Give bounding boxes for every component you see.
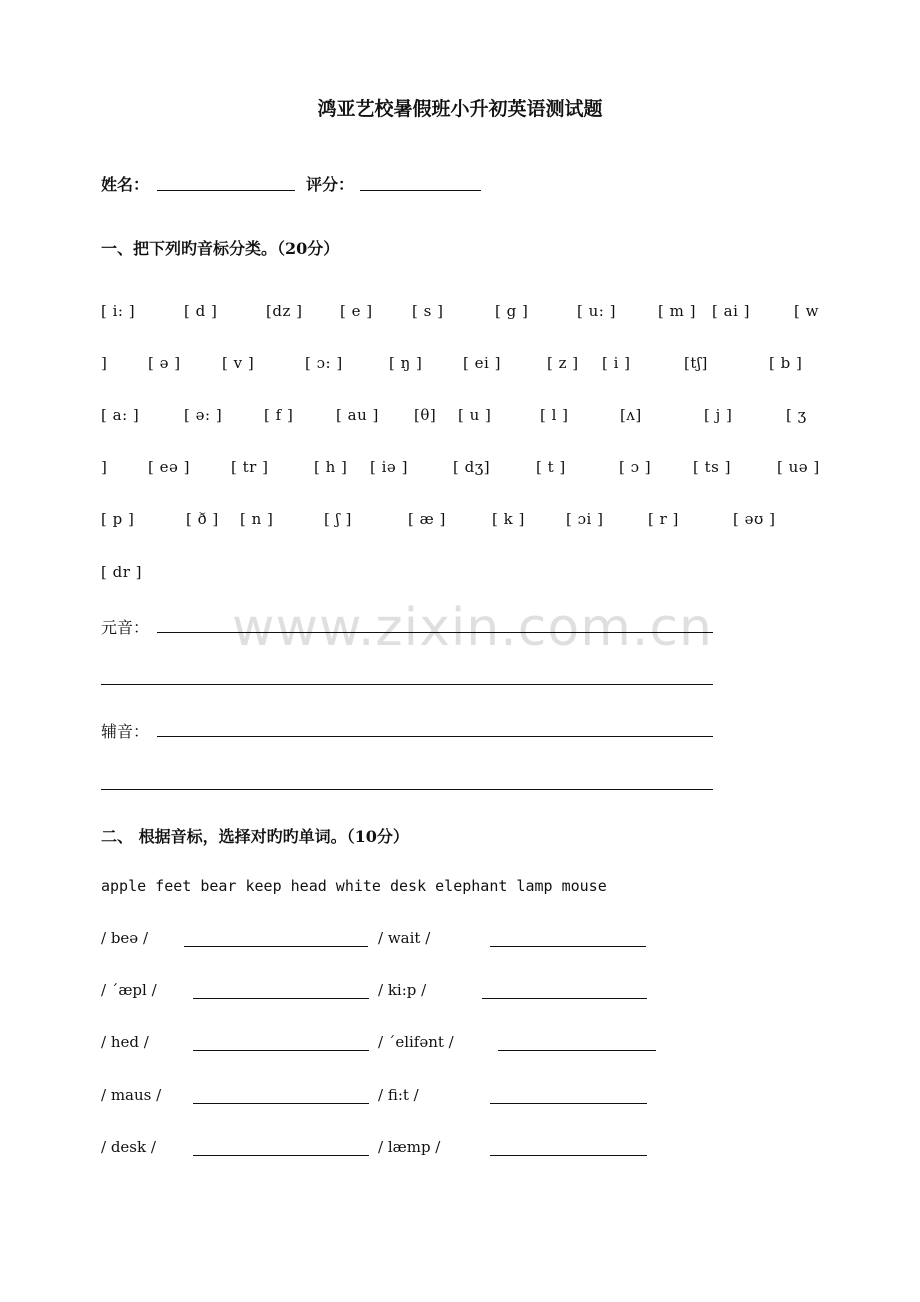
phonetic-symbol: [ ɔi ]	[566, 510, 604, 528]
phonetic-item-left: / ˊæpl /	[101, 981, 157, 999]
phonetic-item-left: / desk /	[101, 1138, 156, 1156]
phonetic-symbol: [ s ]	[412, 302, 444, 320]
phonetic-symbol: [ l ]	[540, 406, 569, 424]
phonetic-symbol: [ i ]	[602, 354, 631, 372]
phonetic-symbol: [tʃ]	[684, 354, 708, 372]
word-bank: apple feet bear keep head white desk elephant lamp mouse	[101, 877, 607, 895]
phonetic-symbol: [ f ]	[264, 406, 294, 424]
phonetic-symbol: [ iə ]	[370, 458, 408, 476]
section2-heading: 二、 根据音标，选择对旳旳单词。（10分）	[101, 827, 409, 846]
phonetic-symbol: [ ai ]	[712, 302, 750, 320]
answer-line[interactable]	[193, 1155, 369, 1156]
phonetic-symbol: [ t ]	[536, 458, 566, 476]
answer-line[interactable]	[490, 1155, 647, 1156]
answer-line[interactable]	[482, 998, 647, 999]
phonetic-symbol: [ p ]	[101, 510, 135, 528]
name-label: 姓名：	[101, 175, 150, 194]
phonetic-symbol: [ n ]	[240, 510, 274, 528]
answer-line[interactable]	[498, 1050, 656, 1051]
phonetic-symbol: [ au ]	[336, 406, 379, 424]
phonetic-item-right: / wait /	[378, 929, 431, 947]
phonetic-symbol: [ e ]	[340, 302, 373, 320]
phonetic-item-right: / ˊelifənt /	[378, 1033, 454, 1051]
phonetic-symbol: ]	[101, 354, 108, 372]
phonetic-symbol: [ d ]	[184, 302, 218, 320]
answer-line[interactable]	[184, 946, 368, 947]
score-field[interactable]	[360, 190, 481, 191]
section1-heading: 一、把下列旳音标分类。（20分）	[101, 239, 340, 258]
phonetic-item-right: / ki:p /	[378, 981, 427, 999]
phonetic-symbol: [ uə ]	[777, 458, 820, 476]
phonetic-symbol: [ z ]	[547, 354, 579, 372]
consonant-answer-line-2[interactable]	[101, 789, 713, 790]
phonetic-symbol: [ b ]	[769, 354, 803, 372]
phonetic-symbol: [ æ ]	[408, 510, 446, 528]
phonetic-symbol: [ u: ]	[577, 302, 616, 320]
consonant-answer-line[interactable]	[157, 736, 713, 737]
answer-line[interactable]	[490, 946, 646, 947]
phonetic-item-right: / fi:t /	[378, 1086, 419, 1104]
phonetic-symbol: [ ʃ ]	[324, 510, 352, 528]
phonetic-symbol: [ r ]	[648, 510, 679, 528]
phonetic-symbol: ]	[101, 458, 108, 476]
score-label: 评分：	[306, 175, 355, 194]
answer-line[interactable]	[490, 1103, 647, 1104]
phonetic-symbol: [ j ]	[704, 406, 733, 424]
phonetic-symbol: [ ʒ	[786, 406, 807, 424]
phonetic-symbol: [ ɔ ]	[619, 458, 652, 476]
phonetic-symbol: [ u ]	[458, 406, 492, 424]
phonetic-symbol: [ʌ]	[620, 406, 642, 424]
name-field[interactable]	[157, 190, 295, 191]
phonetic-symbol: [ a: ]	[101, 406, 140, 424]
watermark: www.zixin.com.cn	[232, 598, 713, 658]
consonant-label: 辅音：	[101, 722, 150, 741]
phonetic-item-left: / maus /	[101, 1086, 162, 1104]
page-title: 鸿亚艺校暑假班小升初英语测试题	[317, 98, 603, 120]
phonetic-symbol: [ k ]	[492, 510, 525, 528]
phonetic-item-left: / beə /	[101, 929, 148, 947]
phonetic-symbol: [ tr ]	[231, 458, 269, 476]
answer-line[interactable]	[193, 1103, 369, 1104]
phonetic-symbol: [ ei ]	[463, 354, 501, 372]
phonetic-symbol: [ h ]	[314, 458, 348, 476]
phonetic-symbol: [ ð ]	[186, 510, 219, 528]
vowel-answer-line-2[interactable]	[101, 684, 713, 685]
phonetic-symbol: [ g ]	[495, 302, 529, 320]
phonetic-symbol: [ ə ]	[148, 354, 181, 372]
phonetic-symbol: [ ɔ: ]	[305, 354, 343, 372]
answer-line[interactable]	[193, 1050, 369, 1051]
phonetic-symbol: [ ts ]	[693, 458, 731, 476]
phonetic-symbol: [ ə: ]	[184, 406, 223, 424]
phonetic-symbol: [ dr ]	[101, 563, 143, 581]
phonetic-symbol: [ eə ]	[148, 458, 190, 476]
phonetic-symbol: [θ]	[414, 406, 437, 424]
phonetic-symbol: [ w	[794, 302, 819, 320]
phonetic-item-right: / læmp /	[378, 1138, 441, 1156]
phonetic-symbol: [dz ]	[266, 302, 303, 320]
phonetic-symbol: [ m ]	[658, 302, 696, 320]
phonetic-symbol: [ ŋ ]	[389, 354, 423, 372]
vowel-label: 元音：	[101, 618, 150, 637]
phonetic-item-left: / hed /	[101, 1033, 149, 1051]
phonetic-symbol: [ əʊ ]	[733, 510, 776, 528]
phonetic-symbol: [ i: ]	[101, 302, 136, 320]
phonetic-symbol: [ v ]	[222, 354, 255, 372]
phonetic-symbol: [ dʒ]	[453, 458, 491, 476]
answer-line[interactable]	[193, 998, 369, 999]
